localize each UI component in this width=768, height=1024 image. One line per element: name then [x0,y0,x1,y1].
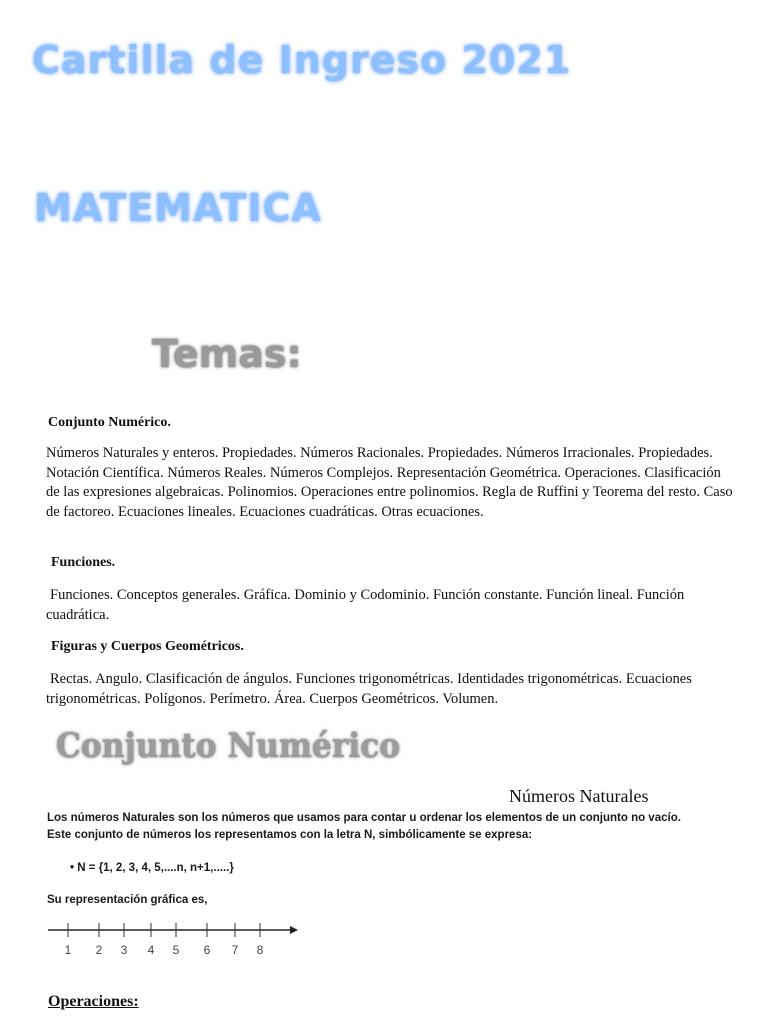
topic-body-conjunto: Números Naturales y enteros. Propiedades. Números Racionales. Propiedades. Números Irracionales. Propiedades. Notación Científica. Números Reales. Números Complejos. Representación Geométrica. Operaciones. Clasificación de las expresiones algebraicas. Polinomios. Operaciones entre polinomios. Regla de Ruffini y Teorema del resto. Caso de factoreo. Ecuaciones lineales. Ecuaciones cuadráticas. Otras ecuaciones. [46,445,733,520]
topic-title-conjunto: Conjunto Numérico. [48,415,171,430]
topic-body-funciones: Funciones. Conceptos generales. Gráfica. Dominio y Codominio. Función constante. Función lineal. Función cuadrática. [46,587,685,623]
number-line-label: 2 [95,943,103,957]
subject-title: MATEMATICA [34,186,322,230]
number-line-label: 6 [203,943,211,957]
topic-body-figuras: Rectas. Angulo. Clasificación de ángulos. Funciones trigonométricas. Identidades trigonométricas. Ecuaciones trigonométricas. Polígonos. Perímetro. Área. Cuerpos Geométricos. Volumen. [46,671,692,707]
number-line-label: 1 [64,943,72,957]
number-line-label: 4 [147,943,155,957]
number-line-label: 5 [172,943,180,957]
set-notation: • N = {1, 2, 3, 4, 5,....n, n+1,.....} [70,862,234,874]
topic-title-figuras: Figuras y Cuerpos Geométricos. [51,639,244,654]
natural-numbers-heading: Números Naturales [509,786,649,806]
number-line-label: 8 [256,943,264,957]
operations-heading: Operaciones: [48,993,139,1010]
document-title: Cartilla de Ingreso 2021 [32,38,572,82]
number-line-label: 7 [231,943,239,957]
number-line-label: 3 [120,943,128,957]
number-line [44,916,300,960]
paragraph-line-2: Este conjunto de números los representamos con la letra N, simbólicamente se expresa: [47,829,533,841]
arrow-right-icon [290,926,298,934]
paragraph-line-1: Los números Naturales son los números que usamos para contar u ordenar los elementos de un conjunto no vacío. [47,812,681,824]
topic-title-funciones: Funciones. [51,555,116,570]
topics-heading: Temas: [152,332,302,376]
graph-caption: Su representación gráfica es, [47,894,208,906]
section-title: Conjunto Numérico [56,726,401,766]
